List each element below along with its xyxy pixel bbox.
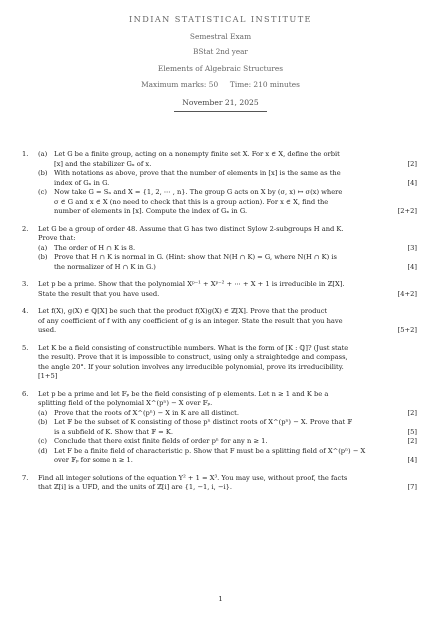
question-text: Let K be a field consisting of constructible numbers. What is the form of [K : ℚ]? (Just state xyxy=(38,343,349,352)
exam-header xyxy=(0,14,441,112)
question-text: the normalizer of H ∩ K in G.) xyxy=(54,262,156,271)
marks: [2+2] xyxy=(397,207,417,216)
part-label: (c) xyxy=(38,437,47,446)
marks: [4] xyxy=(407,178,417,187)
marks: [3] xyxy=(407,243,417,252)
part-label: (a) xyxy=(38,408,48,417)
part-label: (a) xyxy=(38,243,48,252)
marks: [4] xyxy=(407,456,417,465)
question-3 xyxy=(22,280,417,299)
marks: [5] xyxy=(407,427,417,436)
marks: [4+2] xyxy=(397,289,417,298)
question-text: used. xyxy=(38,326,57,335)
question-text: With notations as above, prove that the number of elements in [x] is the same as the xyxy=(54,169,341,178)
question-4 xyxy=(22,307,417,336)
exam-type: Semestral Exam xyxy=(189,31,252,41)
part-label: (b) xyxy=(38,418,48,427)
question-text: Let G be a group of order 48. Assume that G has two distinct Sylow 2-subgroups H and K. xyxy=(38,224,344,233)
question-text: Let G be a finite group, acting on a nonempty finite set X. For x ∈ X, define the orbit xyxy=(54,150,340,158)
question-2 xyxy=(22,225,417,273)
question-number: 2. xyxy=(22,224,29,233)
question-text: Prove that H ∩ K is normal in G. (Hint: show that N(H ∩ K) = G, where N(H ∩ K) is xyxy=(54,253,337,262)
question-list xyxy=(22,150,417,501)
question-text: index of Gₓ in G. xyxy=(54,178,110,187)
question-1 xyxy=(22,150,417,217)
part-label: (d) xyxy=(38,446,48,455)
question-text: is a subfield of K. Show that 𝔽 = K. xyxy=(54,427,173,436)
question-text: Let f(X), g(X) ∈ ℚ[X] be such that the product f(X)g(X) ∈ ℤ[X]. Prove that the product xyxy=(38,307,328,316)
question-6 xyxy=(22,390,417,466)
question-text: Let F be a finite field of characteristic p. Show that F must be a splitting field of X^(pⁿ) − X xyxy=(54,446,366,455)
question-text: Let p be a prime and let 𝔽ₚ be the field consisting of p elements. Let n ≥ 1 and K be a xyxy=(38,389,329,398)
marks: [4] xyxy=(407,262,417,271)
institute-name: INDIAN STATISTICAL INSTITUTE xyxy=(129,14,312,24)
question-text: splitting field of the polynomial X^(pⁿ) − X over 𝔽ₚ. xyxy=(38,399,213,408)
question-1b xyxy=(38,169,417,188)
question-text: that ℤ[i] is a UFD, and the units of ℤ[i] are {1, −1, i, −i}. xyxy=(38,483,233,492)
question-text: The order of H ∩ K is 8. xyxy=(54,243,136,252)
exam-date xyxy=(0,98,441,112)
question-number: 6. xyxy=(22,389,29,398)
question-text: Prove that the roots of X^(pⁿ) − X in K are all distinct. xyxy=(54,408,239,417)
question-number: 3. xyxy=(22,280,29,289)
part-label: (c) xyxy=(38,188,47,197)
question-number: 1. xyxy=(22,150,29,158)
programme: BStat 2nd year xyxy=(193,47,248,57)
question-6b xyxy=(38,418,417,437)
marks: [2] xyxy=(407,159,417,168)
marks: [1+5] xyxy=(38,372,58,381)
part-label: (b) xyxy=(38,253,48,262)
marks: [7] xyxy=(407,483,417,492)
course-title: Elements of Algebraic Structures xyxy=(157,64,284,74)
question-1c xyxy=(38,188,417,217)
marks: [2] xyxy=(407,408,417,417)
question-text: Conclude that there exist finite fields of order pⁿ for any n ≥ 1. xyxy=(54,437,268,446)
question-text: number of elements in [x]. Compute the index of Gₓ in G. xyxy=(54,207,248,216)
question-6c xyxy=(38,437,417,447)
part-label: (a) xyxy=(38,150,48,158)
question-2a xyxy=(38,244,417,254)
question-number: 5. xyxy=(22,343,29,352)
question-text: Now take G = Sₙ and X = {1, 2, ⋯ , n}. The group G acts on X by (σ, x) ↦ σ(x) where xyxy=(54,188,343,197)
question-text: of any coefficient of f with any coefficient of g is an integer. State the result that you have xyxy=(38,316,343,325)
question-text: State the result that you have used. xyxy=(38,289,160,298)
question-text: [x] and the stabilizer Gₓ of x. xyxy=(54,159,152,168)
question-text: the result). Prove that it is impossible to construct, using only a straightedge and compass, xyxy=(38,353,348,362)
question-text: Find all integer solutions of the equation Y² + 1 = X³. You may use, without proof, the facts xyxy=(38,473,348,482)
question-1a xyxy=(38,150,417,169)
question-5 xyxy=(22,344,417,382)
question-number: 4. xyxy=(22,307,29,316)
marks: [2] xyxy=(407,437,417,446)
question-text: Let 𝔽 be the subset of K consisting of those pⁿ distinct roots of X^(pⁿ) − X. Prove that 𝔽 xyxy=(54,418,352,427)
marks: [5+2] xyxy=(397,326,417,335)
question-2b xyxy=(38,253,417,272)
marks-and-time: Maximum marks: 50 Time: 210 minutes xyxy=(141,79,300,89)
question-text: σ ∈ G and x ∈ X (no need to check that this is a group action). For x ∈ X, find the xyxy=(54,197,329,206)
question-text: over 𝔽ₚ for some n ≥ 1. xyxy=(54,456,133,465)
exam-date-text: November 21, 2025 xyxy=(174,98,266,112)
question-6d xyxy=(38,447,417,466)
question-7 xyxy=(22,474,417,493)
question-text: Prove that: xyxy=(38,234,76,243)
question-number: 7. xyxy=(22,473,29,482)
part-label: (b) xyxy=(38,169,48,178)
question-text: Let p be a prime. Show that the polynomial Xᵖ⁻¹ + Xᵖ⁻² + ⋯ + X + 1 is irreducible in ℤ[X]. xyxy=(38,280,345,289)
question-text: the angle 20°. If your solution involves any irreducible polynomial, prove its irreducibility. xyxy=(38,362,344,371)
page-number: 1 xyxy=(218,595,223,603)
question-6a xyxy=(38,409,417,419)
